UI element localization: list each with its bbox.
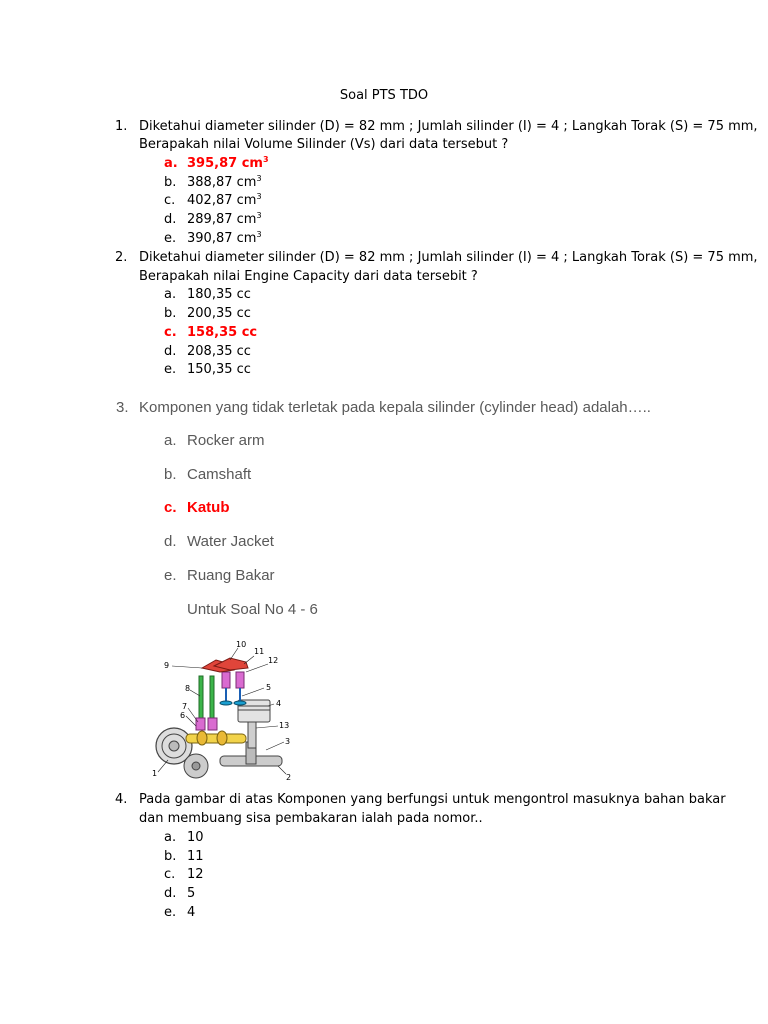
q1-option-c: 402,87 $cm^3$ [187, 192, 262, 208]
question-2-text-line-1: Diketahui diameter silinder (D) = 82 mm ; Jumlah silinder (I) = 4 ; Langkah Torak (S) = 75 mm, [139, 250, 758, 265]
q2-option-d: 208,35 cc [187, 344, 251, 359]
figure-label-9: 9 [164, 661, 170, 670]
figure-label-6: 6 [180, 711, 186, 720]
figure-label-10: 10 [236, 640, 247, 649]
q1-option-a-letter: a. [164, 156, 178, 171]
q3-option-a-letter: a. [164, 432, 177, 449]
q4-option-d: 5 [187, 886, 196, 901]
q4-option-e: 4 [187, 905, 196, 920]
figure-label-3: 3 [285, 737, 291, 746]
figure-label-1: 1 [152, 769, 158, 778]
figure-label-12: 12 [268, 656, 279, 665]
q1-option-a: 395,87 $cm^3$ [187, 155, 269, 171]
figure-label-4: 4 [276, 699, 282, 708]
figure-label-11: 11 [254, 647, 265, 656]
q1-option-b-letter: b. [164, 175, 177, 190]
question-2-text-line-2: Berapakah nilai Engine Capacity dari data tersebit ? [139, 269, 478, 284]
question-1-number: 1. [115, 119, 128, 134]
q4-option-b-letter: b. [164, 849, 177, 864]
q4-option-c: 12 [187, 867, 204, 882]
figure-label-2: 2 [286, 773, 292, 782]
q1-option-d: 289,87 $cm^3$ [187, 211, 262, 227]
q2-option-c: 158,35 cc [187, 325, 258, 340]
q4-option-a-letter: a. [164, 830, 177, 845]
q4-option-b: 11 [187, 849, 204, 864]
q4-option-c-letter: c. [164, 867, 176, 882]
q2-option-b: 200,35 cc [187, 306, 251, 321]
question-3-number: 3. [116, 399, 129, 416]
q4-option-a: 10 [187, 830, 204, 845]
q1-option-b: 388,87 $cm^3$ [187, 174, 262, 190]
figure-label-13: 13 [279, 721, 290, 730]
engine-diagram [150, 638, 300, 788]
q3-option-e-letter: e. [164, 567, 177, 584]
question-2-number: 2. [115, 250, 128, 265]
q2-option-e-letter: e. [164, 362, 177, 377]
question-1-text-line-1: Diketahui diameter silinder (D) = 82 mm ; Jumlah silinder (I) = 4 ; Langkah Torak (S) = 75 mm, [139, 119, 758, 134]
q1-option-c-letter: c. [164, 193, 176, 208]
q2-option-b-letter: b. [164, 306, 177, 321]
q1-option-d-letter: d. [164, 212, 177, 227]
question-4-text-line-1: Pada gambar di atas Komponen yang berfungsi untuk mengontrol masuknya bahan bakar [139, 792, 726, 807]
q3-option-b-letter: b. [164, 466, 177, 483]
question-4-text-line-2: dan membuang sisa pembakaran ialah pada nomor.. [139, 811, 483, 826]
figure-label-5: 5 [266, 683, 272, 692]
q3-option-d-letter: d. [164, 533, 177, 550]
q2-option-c-letter: c. [164, 325, 177, 340]
q2-option-e: 150,35 cc [187, 362, 251, 377]
q3-option-e: Ruang Bakar [187, 567, 275, 584]
q1-option-e-letter: e. [164, 231, 177, 246]
question-1-text-line-2: Berapakah nilai Volume Silinder (Vs) dari data tersebut ? [139, 137, 509, 152]
q3-option-a: Rocker arm [187, 432, 265, 449]
q3-option-d: Water Jacket [187, 533, 274, 550]
figure-label-8: 8 [185, 684, 191, 693]
page-title: Soal PTS TDO [339, 88, 429, 103]
q2-option-d-letter: d. [164, 344, 177, 359]
q4-option-e-letter: e. [164, 905, 177, 920]
figure-label-7: 7 [182, 702, 188, 711]
q2-option-a: 180,35 cc [187, 287, 251, 302]
q4-option-d-letter: d. [164, 886, 177, 901]
q2-option-a-letter: a. [164, 287, 177, 302]
q3-option-c-letter: c. [164, 499, 177, 516]
section-note: Untuk Soal No 4 - 6 [187, 601, 318, 618]
question-3-text: Komponen yang tidak terletak pada kepala silinder (cylinder head) adalah….. [139, 399, 651, 416]
q1-option-e: 390,87 $cm^3$ [187, 230, 262, 246]
question-4-number: 4. [115, 792, 128, 807]
q3-option-c: Katub [187, 499, 230, 516]
q3-option-b: Camshaft [187, 466, 252, 483]
